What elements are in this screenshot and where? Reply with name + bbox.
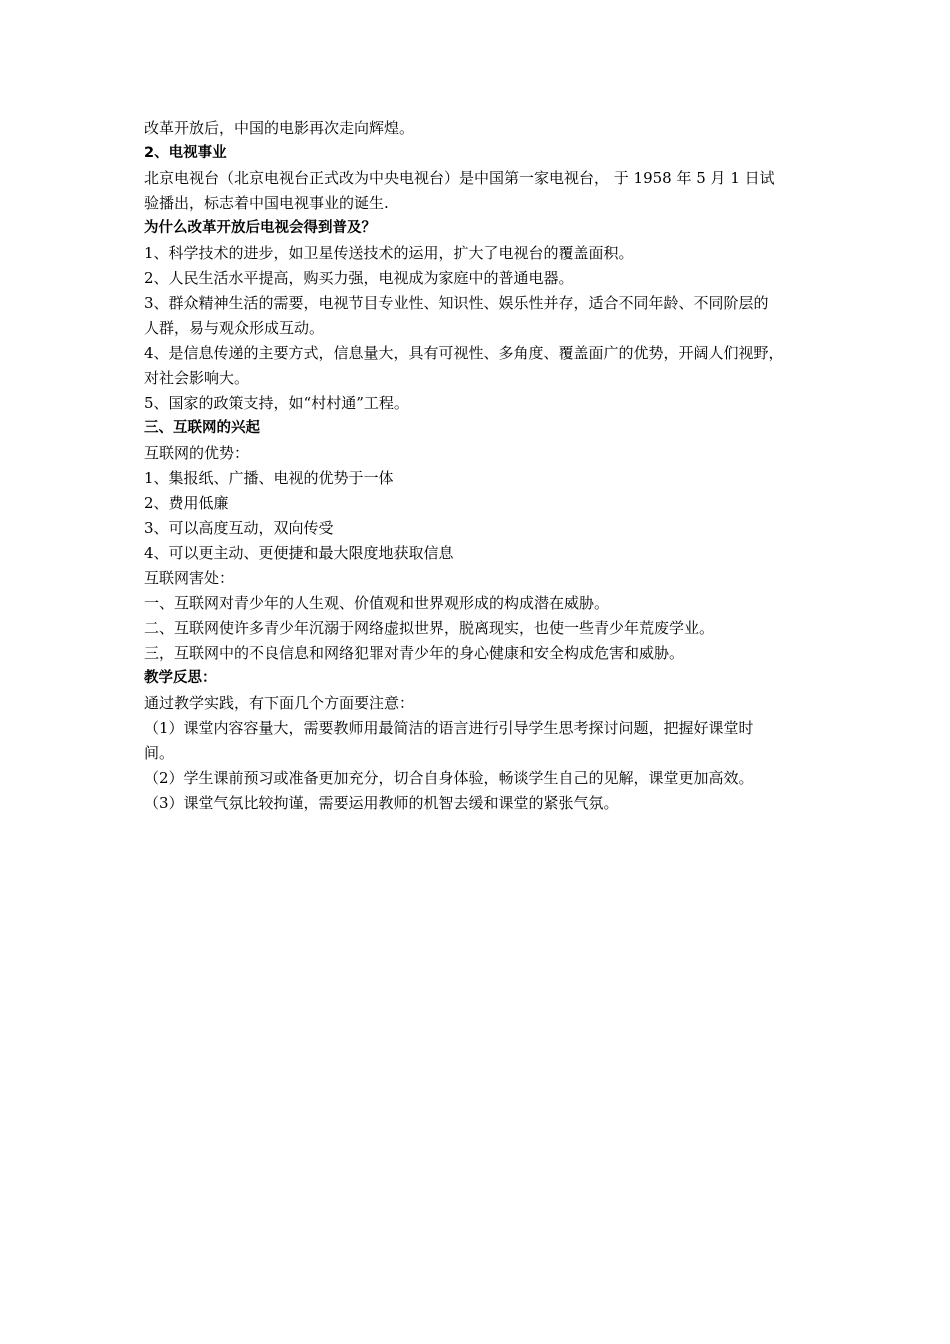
paragraph: 通过教学实践，有下面几个方面要注意：: [144, 694, 415, 712]
list-item: （1）课堂内容容量大，需要教师用最简洁的语言进行引导学生思考探讨问题，把握好课堂时: [144, 719, 754, 737]
list-item: 4、是信息传递的主要方式，信息量大，具有可视性、多角度、覆盖面广的优势，开阔人们视野，: [144, 344, 784, 362]
list-item-continuation: 对社会影响大。: [144, 369, 250, 387]
list-item: 1、集报纸、广播、电视的优势于一体: [144, 469, 394, 487]
list-item-continuation: 间。: [144, 744, 175, 762]
list-item: 三，互联网中的不良信息和网络犯罪对青少年的身心健康和安全构成危害和威胁。: [144, 644, 685, 662]
list-item: （2）学生课前预习或准备更加充分，切合自身体验，畅谈学生自己的见解，课堂更加高效。: [144, 769, 754, 787]
question-heading: 为什么改革开放后电视会得到普及？: [144, 220, 376, 236]
paragraph-tv-line-1: 北京电视台（北京电视台正式改为中央电视台）是中国第一家电视台， 于 1958 年 5 月 1 日试: [144, 169, 775, 187]
list-item: 2、人民生活水平提高，购买力强，电视成为家庭中的普通电器。: [144, 269, 574, 287]
list-item: 1、科学技术的进步，如卫星传送技术的运用，扩大了电视台的覆盖面积。: [144, 244, 634, 262]
list-item: 3、群众精神生活的需要，电视节目专业性、知识性、娱乐性并存，适合不同年龄、不同阶层的: [144, 294, 769, 312]
list-item: 一、互联网对青少年的人生观、价值观和世界观形成的构成潜在威胁。: [144, 594, 610, 612]
paragraph: 改革开放后，中国的电影再次走向辉煌。: [144, 119, 415, 137]
section-heading-internet: 三、互联网的兴起: [144, 420, 260, 436]
list-item: 3、可以高度互动，双向传受: [144, 519, 334, 537]
list-item-continuation: 人群，易与观众形成互动。: [144, 319, 325, 337]
document-body: [144, 116, 824, 816]
subheading-harms: 互联网害处：: [144, 569, 235, 587]
list-item: 二、互联网使许多青少年沉溺于网络虚拟世界，脱离现实，也使一些青少年荒废学业。: [144, 619, 715, 637]
list-item: 2、费用低廉: [144, 494, 229, 512]
subheading-advantages: 互联网的优势：: [144, 444, 250, 462]
section-heading-reflection: 教学反思：: [144, 670, 217, 686]
paragraph-tv-line-2: 验播出，标志着中国电视事业的诞生.: [144, 194, 389, 212]
section-heading-tv: 2、电视事业: [144, 145, 227, 161]
list-item: （3）课堂气氛比较拘谨，需要运用教师的机智去缓和课堂的紧张气氛。: [144, 794, 619, 812]
list-item: 4、可以更主动、更便捷和最大限度地获取信息: [144, 544, 454, 562]
list-item: 5、国家的政策支持，如“村村通”工程。: [144, 394, 409, 412]
